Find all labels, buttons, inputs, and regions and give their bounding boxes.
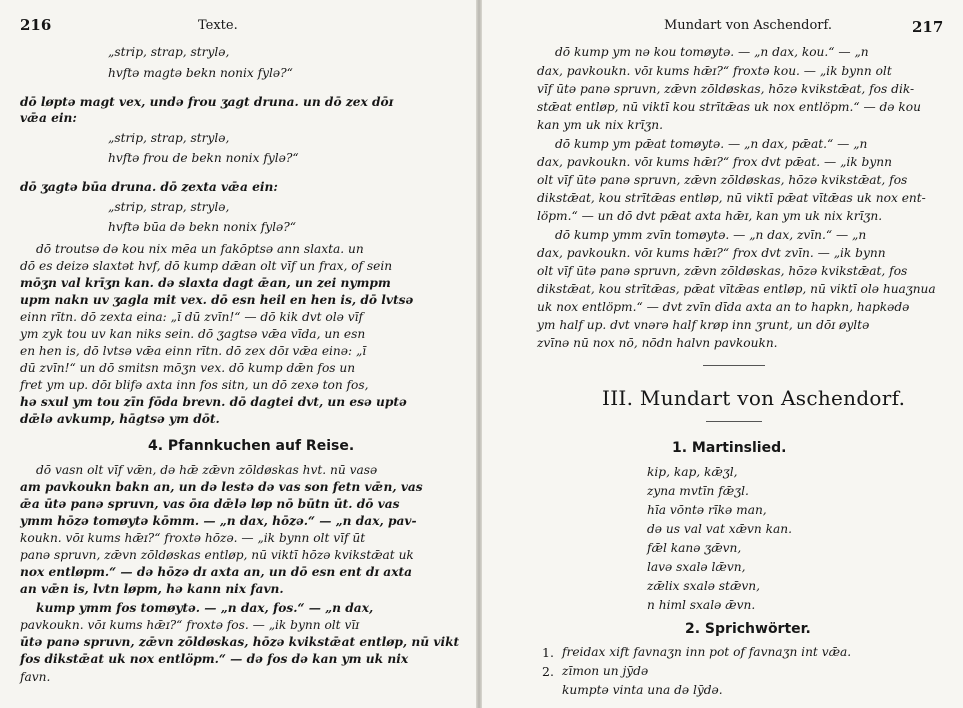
- verse-line: də us val vat xǣvn kan.: [647, 522, 793, 536]
- text-line: hvftə magtə bekn nonix fylə?“: [108, 66, 293, 80]
- page-number: 216: [20, 16, 52, 34]
- verse-line: lavə sxalə lǣvn,: [647, 560, 746, 574]
- proverb-text: freidax xift favnaʒn inn pot of favnaʒn int vǣa.: [562, 645, 852, 659]
- text-line: dax, pavkoukn. vōɪ kums hǣɪ?“ frox dvt pǣat. — „ik bynn: [537, 155, 892, 169]
- text-line: pavkoukn. vōɪ kums hǣɪ?“ froxtə fos. — „ik bynn olt vīɪ: [20, 618, 360, 632]
- text-line: nox entløpm.“ — də hōzə dɪ axta an, un dō esn ent dɪ axta: [20, 565, 412, 579]
- divider: [706, 421, 762, 422]
- text-line: hə sxul ym tou zīn fōda brevn. dō dagtei dvt, un esə uptə: [20, 395, 407, 409]
- text-line: hvftə frou de bekn nonix fylə?“: [108, 151, 299, 165]
- text-line: dō ʒagtə būa druna. dō zexta vǣa ein:: [20, 180, 278, 194]
- text-line: olt vīf ūtə panə spruvn, zǣvn zōldøskas, hōzə kvikstǣat, fos: [537, 264, 908, 278]
- text-line: dō kump ym nə kou tomøytə. — „n dax, kou.“ — „n: [555, 45, 869, 59]
- chapter-title: III. Mundart von Aschendorf.: [602, 386, 906, 410]
- text-line: vǣa ein:: [20, 111, 77, 125]
- verse-line: zyna mvtīn fǣʒl.: [647, 484, 749, 498]
- text-line: an vǣn is, lvtn løpm, hə kann nix favn.: [20, 582, 284, 596]
- text-line: kan ym uk nix krīʒn.: [537, 118, 664, 132]
- text-line: dū zvīn!“ un dō smitsn mōʒn vex. dō kump dǣn fos un: [20, 361, 356, 375]
- running-head: Mundart von Aschendorf.: [664, 18, 832, 33]
- verse-line: fǣl kanə ʒǣvn,: [647, 541, 742, 555]
- text-line: hvftə būa də bekn nonix fylə?“: [108, 220, 296, 234]
- text-line: upm nakn uv ʒagla mit vex. dō esn heil en hen is, dō lvtsə: [20, 293, 414, 307]
- proverb-number: 1.: [542, 645, 554, 660]
- divider: [703, 365, 765, 366]
- text-line: fos dikstǣat uk nox entlöpm.“ — də fos də kan ym uk nix: [20, 652, 409, 666]
- text-line: olt vīf ūtə panə spruvn, zǣvn zōldøskas, hōzə kvikstǣat, fos: [537, 173, 908, 187]
- text-line: dō es deizə slaxtət hvf, dō kump dǣan olt vīf un frax, of sein: [20, 259, 393, 273]
- text-line: panə spruvn, zǣvn zōldøskas entløp, nū viktī hōzə kvikstǣat uk: [20, 548, 414, 562]
- text-line: uk nox entlöpm.“ — dvt zvīn dīda axta an to hapkn, hapkədə: [537, 300, 910, 314]
- text-line: dǣlə avkump, hāgtsə ym dōt.: [20, 412, 220, 426]
- left-page: [0, 0, 476, 708]
- text-line: „strip, strap, strylə,: [108, 200, 230, 214]
- text-line: dikstǣat, kou strītǣas entløp, nū viktī pǣat vītǣas uk nox ent-: [537, 191, 926, 205]
- proverb-number: 2.: [542, 664, 554, 679]
- text-line: dax, pavkoukn. vōɪ kums hǣɪ?“ frox dvt zvīn. — „ik bynn: [537, 246, 886, 260]
- running-head: Texte.: [198, 18, 238, 33]
- text-line: vīf ūtə panə spruvn, zǣvn zōldøskas, hōzə kvikstǣat, fos dik-: [537, 82, 915, 96]
- text-line: dax, pavkoukn. vōɪ kums hǣɪ?“ froxtə kou. — „ik bynn olt: [537, 64, 892, 78]
- text-line: „strip, strap, strylə,: [108, 45, 230, 59]
- text-line: ym half up. dvt vnərə half krøp inn ʒrunt, un dōɪ øyltə: [537, 318, 870, 332]
- text-line: dō troutsə də kou nix mēa un fakōptsə ann slaxta. un: [36, 242, 364, 256]
- text-line: mōʒn val krīʒn kan. də slaxta dagt ǣan, un zei nympm: [20, 276, 391, 290]
- song-title: 1. Martinslied.: [672, 440, 787, 456]
- text-line: dikstǣat, kou strītǣas, pǣat vītǣas entløp, nū viktī olə huaʒnua: [537, 282, 936, 296]
- text-line: dō løptə magt vex, undə frou ʒagt druna. un dō zex dōɪ: [20, 95, 394, 109]
- text-line: dō vasn olt vīf vǣn, də hǣ zǣvn zōldøskas hvt. nū vasə: [36, 463, 378, 477]
- section-title: 4. Pfannkuchen auf Reise.: [148, 438, 355, 454]
- text-line: am pavkoukn bakn an, un də lestə də vas son fetn vǣn, vas: [20, 480, 423, 494]
- text-line: „strip, strap, strylə,: [108, 131, 230, 145]
- text-line: einn rītn. dō zexta eina: „ī dū zvīn!“ — dō kik dvt olə vīf: [20, 310, 364, 324]
- proverbs-title: 2. Sprichwörter.: [685, 621, 811, 637]
- text-line: stǣat entløp, nū viktī kou strītǣas uk nox entlöpm.“ — də kou: [537, 100, 921, 114]
- text-line: zvīnə nū nox nō, nōdn halvn pavkoukn.: [537, 336, 778, 350]
- text-line: favn.: [20, 670, 51, 684]
- verse-line: n himl sxalə ǣvn.: [647, 598, 756, 612]
- text-line: ymm hōzə tomøytə kōmm. — „n dax, hōzə.“ — „n dax, pav-: [20, 514, 417, 528]
- verse-line: kip, kap, kǣʒl,: [647, 465, 738, 479]
- text-line: ym zyk tou uv kan niks sein. dō ʒagtsə vǣa vīda, un esn: [20, 327, 366, 341]
- proverb-text: kumptə vinta una də lȳdə.: [562, 683, 723, 697]
- page-number: 217: [912, 18, 944, 36]
- verse-line: hīa vōntə rīkə man,: [647, 503, 767, 517]
- verse-line: zǣlix sxalə stǣvn,: [647, 579, 761, 593]
- proverb-text: zīmon un jȳdə: [562, 664, 649, 678]
- text-line: dō kump ymm zvīn tomøytə. — „n dax, zvīn.“ — „n: [555, 228, 867, 242]
- text-line: kump ymm fos tomøytə. — „n dax, fos.“ — „n dax,: [36, 601, 374, 615]
- text-line: ǣa ūtə panə spruvn, vas ōɪa dǣlə løp nō būtn ūt. dō vas: [20, 497, 400, 511]
- text-line: koukn. vōɪ kums hǣɪ?“ froxtə hōzə. — „ik bynn olt vīf ūt: [20, 531, 366, 545]
- text-line: ūtə panə spruvn, zǣvn zōldøskas, hōzə kvikstǣat entløp, nū vikt: [20, 635, 460, 649]
- text-line: fret ym up. dōɪ blifə axta inn fos sitn, un dō zexə ton fos,: [20, 378, 369, 392]
- text-line: en hen is, dō lvtsə vǣa einn rītn. dō zex dōɪ vǣa einə: „ī: [20, 344, 367, 358]
- text-line: löpm.“ — un dō dvt pǣat axta hǣɪ, kan ym uk nix krīʒn.: [537, 209, 883, 223]
- text-line: dō kump ym pǣat tomøytə. — „n dax, pǣat.“ — „n: [555, 137, 868, 151]
- right-page: [482, 0, 963, 708]
